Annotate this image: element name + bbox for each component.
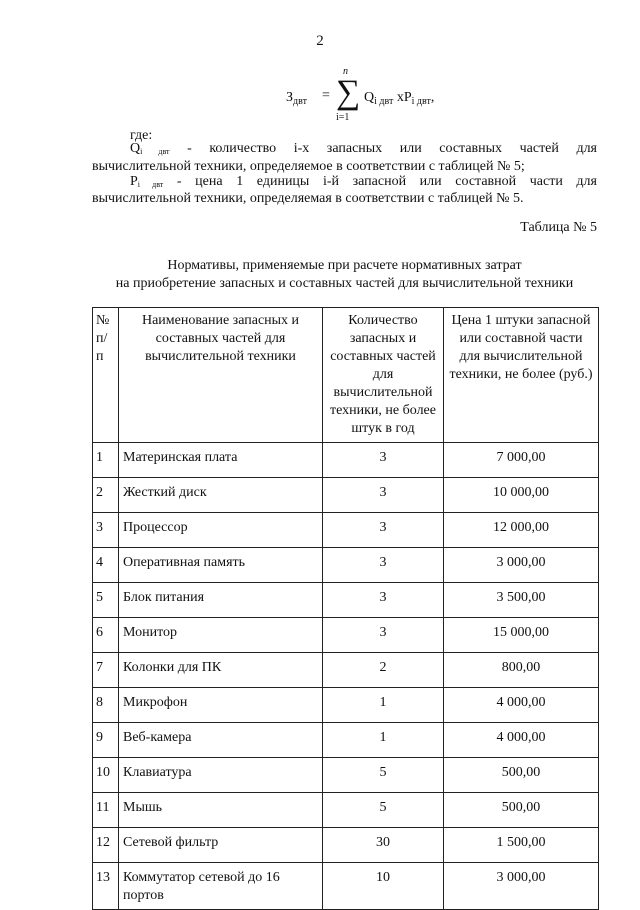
table-row [93, 688, 599, 723]
row-name: Веб-камера [119, 723, 323, 758]
row-qty: 30 [323, 828, 444, 863]
row-qty: 2 [323, 653, 444, 688]
table-row [93, 758, 599, 793]
table-title-line1: Нормативы, применяемые при расчете нормативных затрат [167, 258, 522, 273]
table-row [93, 723, 599, 758]
spare-parts-table [92, 307, 599, 910]
page-number: 2 [316, 33, 324, 49]
sum-lower-limit: i=1 [336, 112, 350, 123]
formula-q-subscript: i двт [374, 96, 394, 107]
definition-q-symbol: Q [130, 141, 141, 156]
table-row [93, 793, 599, 828]
row-num: 9 [93, 723, 119, 758]
row-price: 4 000,00 [444, 723, 599, 758]
row-name: Микрофон [119, 688, 323, 723]
row-name: Колонки для ПК [119, 653, 323, 688]
row-name: Процессор [119, 513, 323, 548]
formula-equals: = [322, 88, 330, 103]
row-qty: 3 [323, 618, 444, 653]
definition-q-text: - количество i-х запасных или составных частей для [169, 141, 597, 156]
formula-p-subscript: i двт [411, 96, 431, 107]
row-name: Клавиатура [119, 758, 323, 793]
row-name: Жесткий диск [119, 478, 323, 513]
definition-p-subscript: i двт [137, 180, 164, 189]
formula-end: , [430, 90, 435, 105]
formula-p-symbol: P [403, 90, 412, 105]
row-num: 6 [93, 618, 119, 653]
definition-p-symbol: P [130, 174, 138, 189]
row-qty: 3 [323, 513, 444, 548]
row-num: 13 [93, 863, 119, 910]
row-num: 1 [93, 443, 119, 478]
table-row [93, 548, 599, 583]
row-qty: 3 [323, 443, 444, 478]
sigma-symbol: ∑ [336, 74, 361, 111]
definition-p-line2: вычислительной техники, определяемая в соответствии с таблицей № 5. [92, 191, 524, 206]
table-row [93, 513, 599, 548]
formula-times: х [396, 90, 404, 105]
row-num: 12 [93, 828, 119, 863]
table-row [93, 863, 599, 910]
header-num: № п/п [93, 308, 119, 443]
row-price: 800,00 [444, 653, 599, 688]
row-num: 3 [93, 513, 119, 548]
table-row [93, 653, 599, 688]
formula-lhs [286, 90, 307, 107]
row-name: Монитор [119, 618, 323, 653]
row-num: 10 [93, 758, 119, 793]
table-row [93, 828, 599, 863]
row-num: 7 [93, 653, 119, 688]
row-name: Сетевой фильтр [119, 828, 323, 863]
row-num: 8 [93, 688, 119, 723]
row-price: 10 000,00 [444, 478, 599, 513]
row-num: 11 [93, 793, 119, 828]
row-name: Оперативная память [119, 548, 323, 583]
row-price: 500,00 [444, 758, 599, 793]
header-price: Цена 1 штуки запасной или составной части для вычислительной техники, не более (руб.) [444, 308, 599, 443]
formula-rhs [364, 90, 434, 107]
sum-upper-limit: n [343, 66, 348, 77]
row-price: 12 000,00 [444, 513, 599, 548]
header-name: Наименование запасных и составных частей для вычислительной техники [119, 308, 323, 443]
table-title-line2: на приобретение запасных и составных частей для вычислительной техники [115, 276, 574, 291]
row-qty: 5 [323, 793, 444, 828]
row-price: 3 000,00 [444, 863, 599, 910]
table-row [93, 443, 599, 478]
definition-q-subscript: i двт [140, 147, 170, 156]
formula-q-symbol: Q [364, 90, 375, 105]
table-header-row [93, 308, 599, 443]
row-qty: 5 [323, 758, 444, 793]
row-name: Мышь [119, 793, 323, 828]
row-qty: 3 [323, 548, 444, 583]
row-price: 500,00 [444, 793, 599, 828]
row-price: 15 000,00 [444, 618, 599, 653]
row-qty: 1 [323, 723, 444, 758]
table-row [93, 478, 599, 513]
row-price: 4 000,00 [444, 688, 599, 723]
where-label: где: [130, 128, 153, 143]
table-row [93, 618, 599, 653]
definition-p-text: - цена 1 единицы i-й запасной или составной части для [163, 174, 597, 189]
row-num: 2 [93, 478, 119, 513]
row-name: Коммутатор сетевой до 16 портов [119, 863, 323, 910]
table-title [92, 257, 597, 293]
row-num: 4 [93, 548, 119, 583]
cost-formula [286, 66, 456, 126]
row-name: Материнская плата [119, 443, 323, 478]
row-price: 1 500,00 [444, 828, 599, 863]
row-name: Блок питания [119, 583, 323, 618]
row-price: 3 500,00 [444, 583, 599, 618]
header-qty: Количество запасных и составных частей для вычислительной техники, не более штук в год [323, 308, 444, 443]
definition-q-line2: вычислительной техники, определяемое в соответствии с таблицей № 5; [92, 159, 525, 174]
row-qty: 3 [323, 478, 444, 513]
row-price: 7 000,00 [444, 443, 599, 478]
row-price: 3 000,00 [444, 548, 599, 583]
formula-lhs-symbol: З [286, 90, 294, 105]
formula-lhs-subscript: двт [293, 96, 307, 107]
table-row [93, 583, 599, 618]
row-qty: 3 [323, 583, 444, 618]
row-num: 5 [93, 583, 119, 618]
row-qty: 1 [323, 688, 444, 723]
row-qty: 10 [323, 863, 444, 910]
table-label: Таблица № 5 [520, 220, 597, 235]
